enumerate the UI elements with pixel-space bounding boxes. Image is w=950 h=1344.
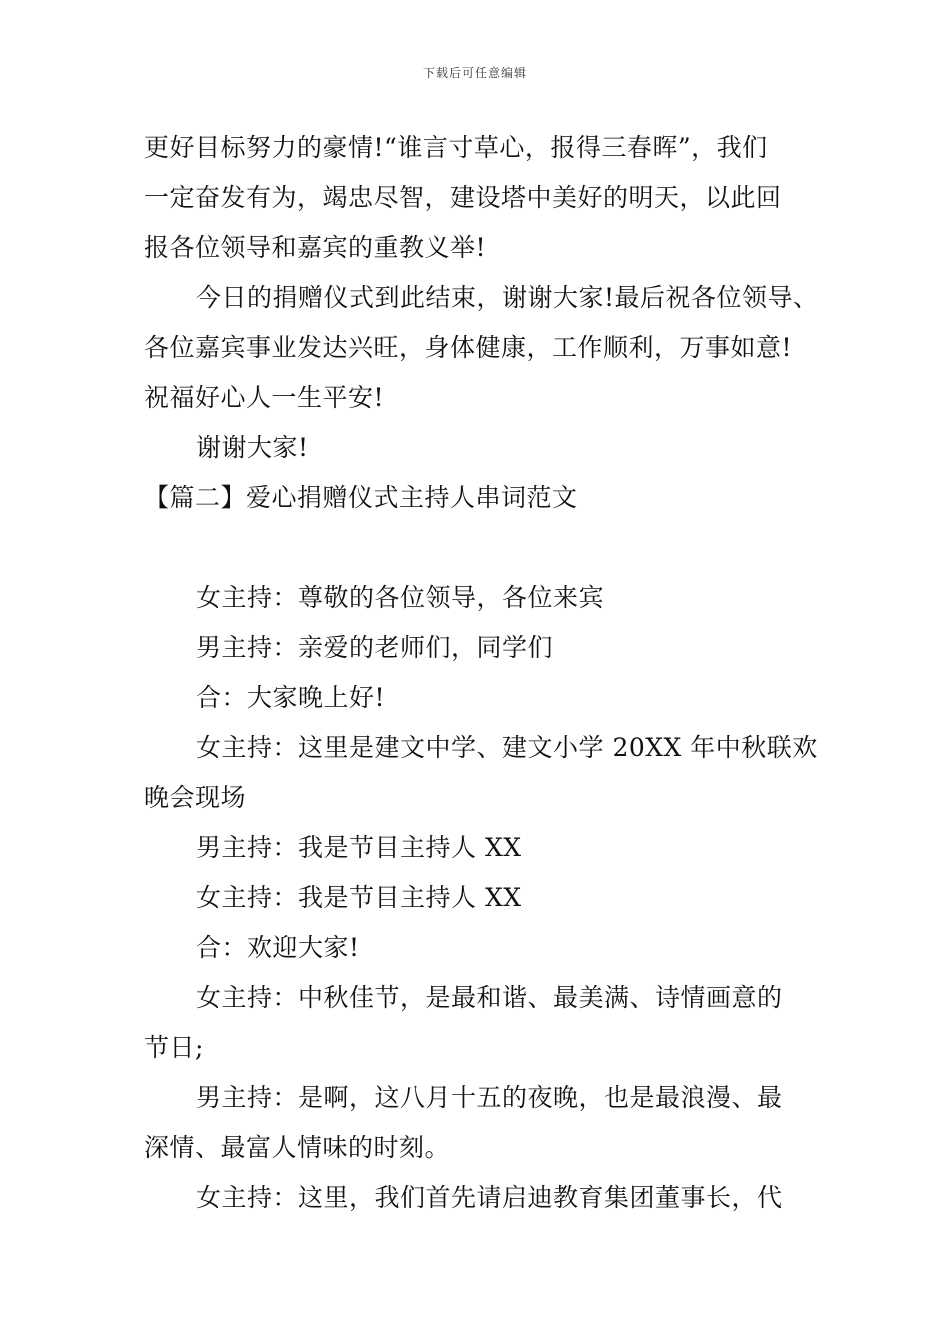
section-heading: 【篇二】爱心捐赠仪式主持人串词范文 <box>144 483 578 512</box>
dialogue-line: 晚会现场 <box>144 783 247 812</box>
dialogue-line: 男主持：是啊，这八月十五的夜晚，也是最浪漫、最 <box>196 1083 783 1112</box>
dialogue-line: 节日; <box>144 1033 204 1062</box>
paragraph-line: 祝福好心人一生平安! <box>144 383 385 412</box>
paragraph-line: 更好目标努力的豪情!“谁言寸草心，报得三春晖”，我们 <box>144 133 768 162</box>
paragraph-line: 今日的捐赠仪式到此结束，谢谢大家!最后祝各位领导、 <box>196 283 819 312</box>
paragraph-line: 谢谢大家! <box>196 433 309 462</box>
dialogue-line: 深情、最富人情味的时刻。 <box>144 1133 451 1162</box>
dialogue-line: 男主持：我是节目主持人 XX <box>196 833 522 862</box>
dialogue-line: 合：大家晚上好! <box>196 683 386 712</box>
paragraph-line: 一定奋发有为，竭忠尽智，建设塔中美好的明天，以此回 <box>144 183 782 212</box>
dialogue-line: 女主持：尊敬的各位领导，各位来宾 <box>196 583 605 612</box>
dialogue-line: 合：欢迎大家! <box>196 933 360 962</box>
dialogue-line: 女主持：这里，我们首先请启迪教育集团董事长，代 <box>196 1183 783 1212</box>
paragraph-line: 各位嘉宾事业发达兴旺，身体健康，工作顺利，万事如意! <box>144 333 793 362</box>
dialogue-line: 男主持：亲爱的老师们，同学们 <box>196 633 554 662</box>
paragraph-line: 报各位领导和嘉宾的重教义举! <box>144 233 487 262</box>
dialogue-line: 女主持：我是节目主持人 XX <box>196 883 522 912</box>
dialogue-line: 女主持：这里是建文中学、建文小学 20XX 年中秋联欢 <box>196 733 818 762</box>
dialogue-line: 女主持：中秋佳节，是最和谐、最美满、诗情画意的 <box>196 983 783 1012</box>
page-header: 下载后可任意编辑 <box>422 66 527 80</box>
